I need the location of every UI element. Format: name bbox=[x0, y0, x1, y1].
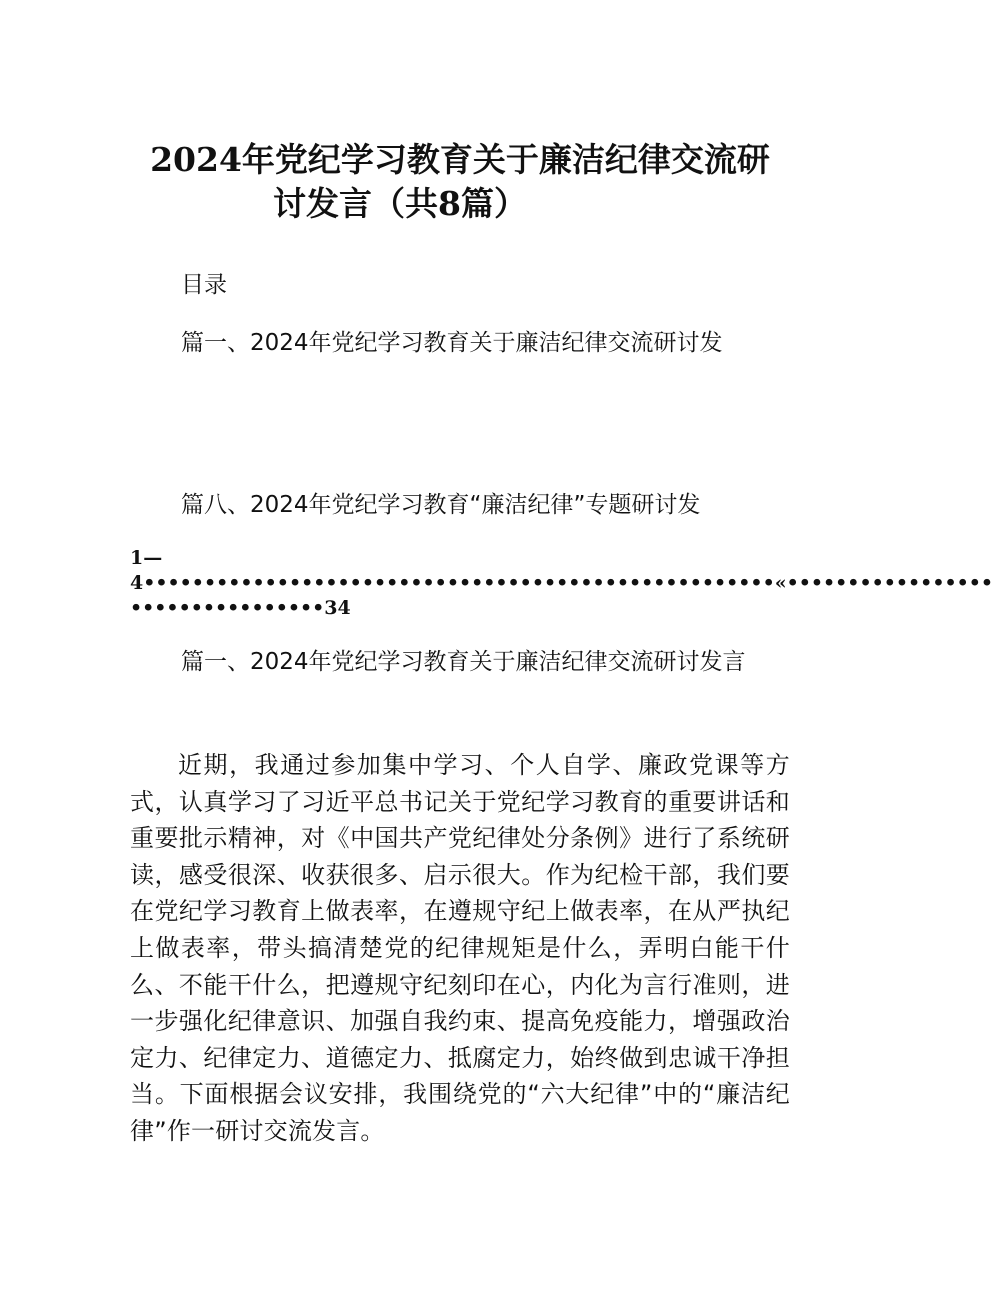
toc-item-1[interactable]: 篇一、2024年党纪学习教育关于廉洁纪律交流研讨发 bbox=[181, 330, 723, 356]
toc-item-8[interactable]: 篇八、2024年党纪学习教育“廉洁纪律”专题研讨发 bbox=[181, 492, 701, 518]
toc-heading: 目录 bbox=[181, 272, 227, 298]
document-title-line-1: 2024年党纪学习教育关于廉洁纪律交流研 bbox=[150, 140, 770, 179]
body-paragraph: 近期，我通过参加集中学习、个人自学、廉政党课等方式，认真学习了习近平总书记关于党纪学习教育的重要讲话和重要批示精神，对《中国共产党纪律处分条例》进行了系统研读，感受很深、收获很多、启示很大。作为纪检干部，我们要在党纪学习教育上做表率，在遵规守纪上做表率，在从严执纪上做表率，带头搞清楚党的纪律规矩是什么，弄明白能干什么、不能干什么，把遵规守纪刻印在心，内化为言行准则，进一步强化纪律意识、加强自我约束、提高免疫能力，增强政治定力、纪律定力、道德定力、抵腐定力，始终做到忠诚干净担当。下面根据会议安排，我围绕党的“六大纪律”中的“廉洁纪律”作一研讨交流发言。 bbox=[130, 751, 790, 1145]
document-title-line-2: 讨发言（共8篇） bbox=[273, 184, 527, 223]
section-heading: 篇一、2024年党纪学习教育关于廉洁纪律交流研讨发言 bbox=[181, 649, 746, 675]
toc-leader-line-2: 4••••••••••••••••••••••••••••••••••••••••••••••••••••«••••••••••••••••• bbox=[130, 572, 993, 594]
toc-leader-line-3: ••••••••••••••••34 bbox=[130, 597, 351, 619]
toc-leader-line-1: 1— bbox=[130, 547, 163, 569]
